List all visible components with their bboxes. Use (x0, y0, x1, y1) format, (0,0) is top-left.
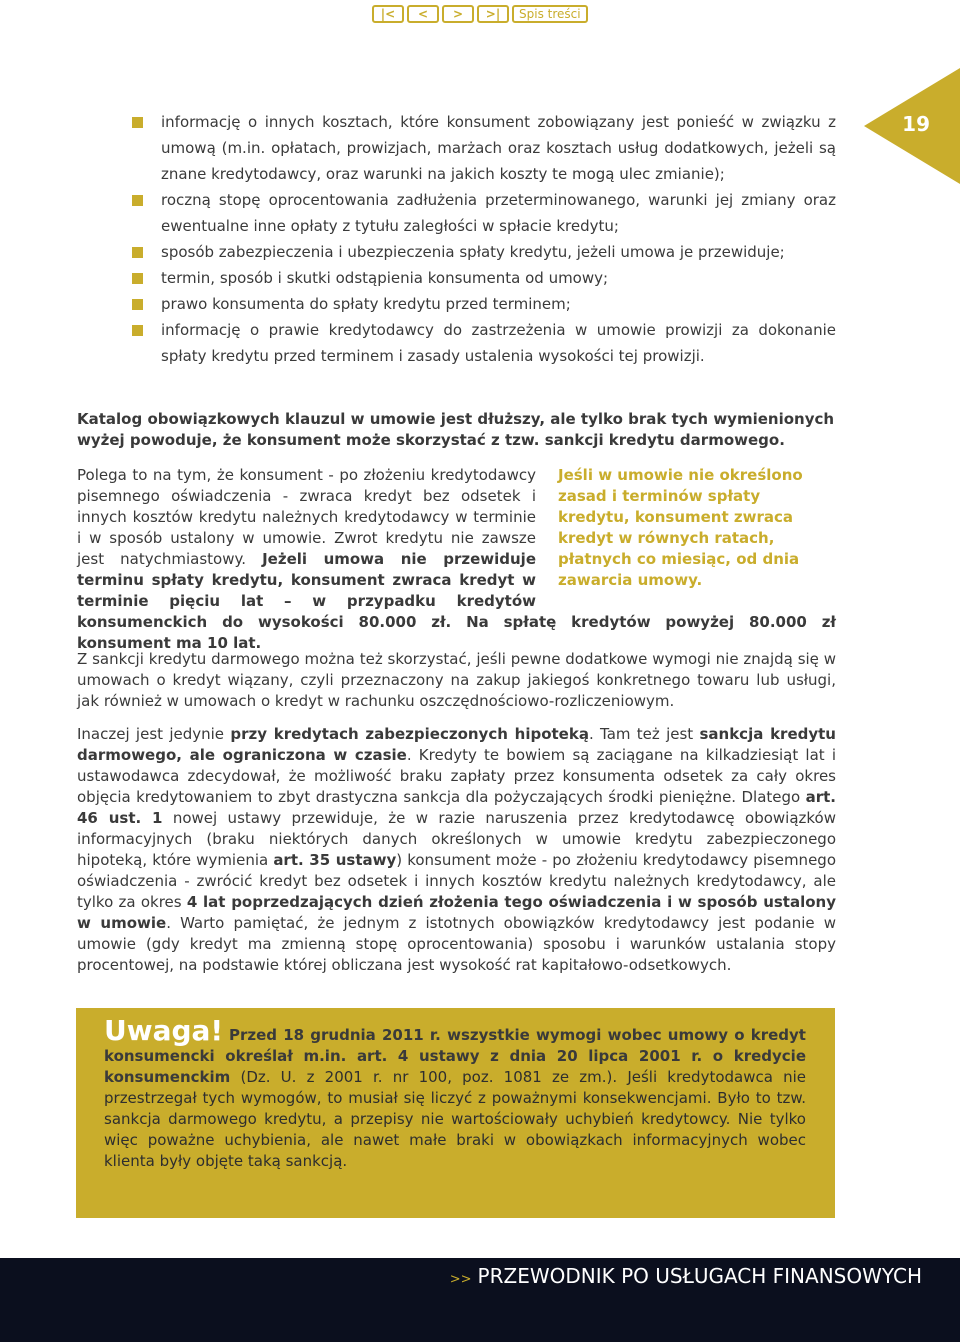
bullet-square-icon (132, 117, 143, 128)
list-item (132, 109, 836, 187)
last-page-button[interactable]: >| (477, 5, 509, 23)
inaczej-text-3: . Kredyty te bowiem są zaciągane na kilkadziesiąt lat i ustawodawca zdecydował, że możliwość braku zapłaty przez konsumenta odsetek za cały okres objęcia kredytowaniem to zbyt drastyczna sankcja dla pożyczających środki pieniężne. Dlatego (77, 746, 837, 806)
list-item-text: prawo konsumenta do spłaty kredytu przed terminem; (161, 295, 571, 313)
inaczej-text-6: . Warto pamiętać, że jednym z istotnych obowiązków kredytodawcy jest podanie w umowie (gdy kredyt ma zmienną stopę oprocentowania) sposobu i warunków ustalania stopy procentowej, na podstawie której obliczana jest wysokość rat kapitałowo-odsetkowych. (77, 914, 836, 974)
inaczej-bold-1: przy kredytach zabezpieczonych hipoteką (230, 725, 589, 743)
list-item-text: sposób zabezpieczenia i ubezpieczenia spłaty kredytu, jeżeli umowa je przewiduje; (161, 243, 785, 261)
uwaga-body-text: (Dz. U. z 2001 r. nr 100, poz. 1081 ze zm.). Jeśli kredytodawca nie przestrzegał tych wymogów, to musiał się liczyć z poważnymi konsekwencjami. Było to tzw. sankcja darmowego kredytu, a przepisy nie wartościowały uchybień kredytowcy. Nie tylko więc poważne uchybienia, ale nawet małe braki w obowiązkach informacyjnych wobec klienta były objęte taką sankcją. (104, 1068, 806, 1170)
list-item (132, 187, 836, 239)
uwaga-label: Uwaga! (104, 1014, 224, 1047)
list-item (132, 317, 836, 369)
polega-bold-text: Jeżeli umowa nie przewiduje terminu spłaty kredytu, konsument zwraca kredyt w terminie pięciu lat – w przypadku kredytów konsumenckich do wysokości 80.000 zł. Na spłatę kredytów powyżej 80.000 zł konsument ma 10 lat. (77, 550, 836, 652)
inaczej-bold-3: art. 46 ust. 1 (77, 788, 836, 827)
uwaga-text (104, 1014, 806, 1172)
polega-paragraph (77, 465, 836, 654)
previous-page-button[interactable]: < (407, 5, 439, 23)
inaczej-text-2: . Tam też jest (588, 725, 700, 743)
list-item-text: termin, sposób i skutki odstąpienia konsumenta od umowy; (161, 269, 609, 287)
zsankcji-paragraph: Z sankcji kredytu darmowego można też skorzystać, jeśli pewne dodatkowe wymogi nie znajdą się w umowach o kredyt wiązany, czyli przeznaczony na zakup jakiegoś konkretnego towaru lub usługi, jak również w umowach o kredyt w rachunku oszczędnościowo-rozliczeniowym. (77, 650, 836, 710)
inaczej-text-5: ) konsument może - po złożeniu kredytodawcy pisemnego oświadczenia - zwrócić kredyt bez odsetek i innych kosztów kredytu należnych kredytodawcy, ale tylko za okres (77, 851, 836, 911)
catalog-statement: Katalog obowiązkowych klauzul w umowie jest dłuższy, ale tylko brak tych wymienionych wyżej powoduje, że konsument może skorzystać z tzw. sankcji kredytu darmowego. (77, 410, 835, 449)
list-item-text: roczną stopę oprocentowania zadłużenia przeterminowanego, warunki jej zmiany oraz ewentualne inne opłaty z tytułu zaległości w spłacie kredytu; (161, 191, 836, 235)
inaczej-text-1: Inaczej jest jedynie (77, 725, 231, 743)
next-page-button[interactable]: > (442, 5, 474, 23)
page-number: 19 (902, 112, 930, 136)
footer-title-text: PRZEWODNIK PO USŁUGACH FINANSOWYCH (477, 1264, 922, 1288)
inaczej-text-4: nowej ustawy przewiduje, że w razie naruszenia przez kredytodawcę obowiązków informacyjnych (braku niektórych danych określonych w umowie kredytu zabezpieczonego hipoteką, które wymienia (77, 809, 836, 869)
first-page-button[interactable]: |< (372, 5, 404, 23)
bullet-square-icon (132, 325, 143, 336)
uwaga-notice-box (76, 1008, 835, 1218)
list-item-text: informację o innych kosztach, które konsument zobowiązany jest ponieść w związku z umową (m.in. opłatach, prowizjach, marżach oraz kosztach usług dodatkowych, jeżeli są znane kredytodawcy, oraz warunki na jakich koszty te mogą ulec zmianie); (161, 113, 836, 183)
list-item (132, 291, 836, 317)
bullet-square-icon (132, 247, 143, 258)
inaczej-bold-2: sankcja kredytu darmowego, ale ograniczona w czasie (77, 725, 836, 764)
bullet-square-icon (132, 299, 143, 310)
list-item (132, 239, 836, 265)
bullet-square-icon (132, 273, 143, 284)
table-of-contents-button[interactable]: Spis treści (512, 5, 588, 23)
info-bullet-list (132, 109, 836, 369)
polega-text: Polega to na tym, że konsument - po złożeniu kredytodawcy pisemnego oświadczenia - zwraca kredyt bez odsetek i innych kosztów kredytu należnych kredytodawcy w terminie i w sposób ustalony w umowie. Zwrot kredytu nie zawsze jest natychmiastowy. (77, 466, 536, 568)
footer-title (450, 1264, 922, 1288)
footer-bar (0, 1258, 960, 1342)
pull-quote: Jeśli w umowie nie określono zasad i terminów spłaty kredytu, konsument zwraca kredyt w równych ratach, płatnych co miesiąc, od dnia zawarcia umowy. (558, 466, 803, 589)
double-chevron-icon: >> (449, 1272, 472, 1287)
navigation-bar (372, 5, 588, 23)
bullet-square-icon (132, 195, 143, 206)
list-item (132, 265, 836, 291)
inaczej-bold-5: 4 lat poprzedzających dzień złożenia tego oświadczenia i w sposób ustalony w umowie (77, 893, 836, 932)
uwaga-bold-text: Przed 18 grudnia 2011 r. wszystkie wymogi wobec umowy o kredyt konsumencki określał m.in. art. 4 ustawy z dnia 20 lipca 2001 r. o kredycie konsumenckim (104, 1026, 806, 1086)
inaczej-paragraph (77, 724, 836, 976)
list-item-text: informację o prawie kredytodawcy do zastrzeżenia w umowie prowizji za dokonanie spłaty kredytu przed terminem i zasady ustalenia wysokości tej prowizji. (161, 321, 836, 365)
inaczej-bold-4: art. 35 ustawy (273, 851, 397, 869)
